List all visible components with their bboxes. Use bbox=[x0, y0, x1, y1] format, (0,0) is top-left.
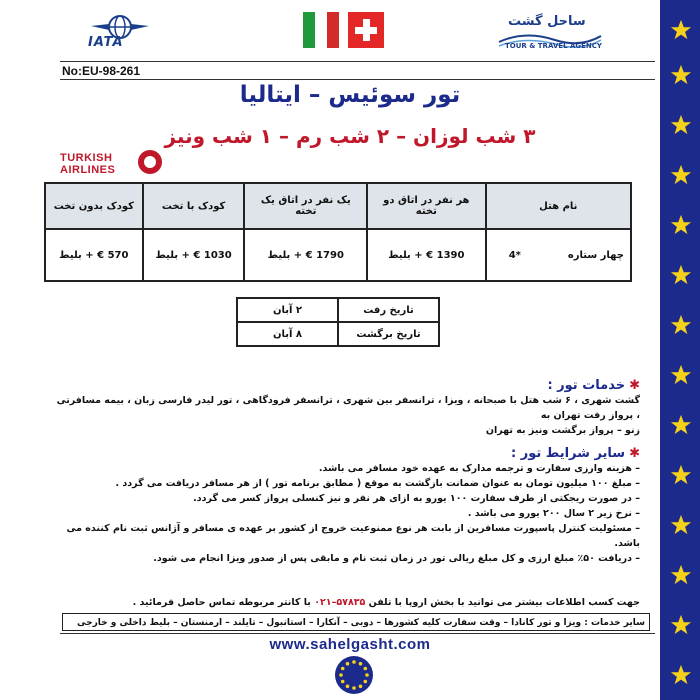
contact-text-before: جهت کسب اطلاعات بیشتر می توانید با بخش اروپا با تلفن bbox=[368, 597, 640, 608]
agency-subtitle: TOUR & TRAVEL AGENCY bbox=[505, 42, 602, 50]
contact-text-after: با کانتر مربوطه تماس حاصل فرمائید . bbox=[132, 597, 311, 608]
hotel-stars: *4 bbox=[508, 249, 521, 261]
star-icon bbox=[670, 564, 692, 586]
divider bbox=[60, 61, 655, 62]
column-header-single: یک نفر در اتاق یک تخته bbox=[244, 183, 367, 229]
divider bbox=[60, 79, 655, 80]
star-icon bbox=[670, 464, 692, 486]
airline-logo-text-1: TURKISH bbox=[60, 152, 113, 164]
table-header-row bbox=[45, 183, 631, 229]
condition-item: – دریافت ۵۰٪ مبلغ ارزی و کل مبلغ ریالی تور در زمان ثبت نام و مابقی پس از صدور ویزا انجام می شود. bbox=[153, 553, 640, 564]
star-icon bbox=[670, 214, 692, 236]
services-title: خدمات تور : bbox=[547, 378, 626, 393]
price-child-nobed: 570 € + بلیط bbox=[45, 229, 143, 281]
table-row bbox=[237, 298, 439, 322]
tour-number: No:EU-98-261 bbox=[62, 64, 141, 78]
hotel-class: چهار ستاره bbox=[567, 249, 624, 261]
asterisk-icon: ✱ bbox=[629, 378, 640, 393]
star-icon bbox=[670, 614, 692, 636]
condition-item: – هزینه وارزی سفارت و ترجمه مدارک به عهده خود مسافر می باشد. bbox=[318, 463, 640, 474]
departure-label: تاریخ رفت bbox=[338, 298, 439, 322]
condition-item: – نرخ زیر ۲ سال ۲۰۰ یورو می باشد . bbox=[467, 508, 640, 519]
italy-flag-icon bbox=[303, 12, 339, 48]
star-icon bbox=[670, 514, 692, 536]
star-icon bbox=[670, 314, 692, 336]
contact-line bbox=[133, 597, 640, 608]
column-header-child-nobed: کودک بدون تخت bbox=[45, 183, 143, 229]
turkish-airlines-icon bbox=[138, 150, 162, 174]
contact-phone[interactable]: ۵۷۸۳۵–۰۲۱ bbox=[314, 597, 366, 608]
price-table bbox=[44, 182, 632, 282]
column-header-hotel: نام هتل bbox=[486, 183, 631, 229]
column-header-double: هر نفر در اتاق دو تخته bbox=[367, 183, 485, 229]
swiss-flag-icon bbox=[348, 12, 384, 48]
table-row bbox=[237, 322, 439, 346]
column-header-child-bed: کودک با تخت bbox=[143, 183, 245, 229]
services-line-2: زنو – پرواز برگشت ونیز به تهران bbox=[485, 425, 640, 436]
page-title: تور سوئیس – ایتالیا bbox=[239, 82, 461, 108]
star-icon bbox=[670, 364, 692, 386]
asterisk-icon: ✱ bbox=[629, 446, 640, 461]
star-icon bbox=[670, 664, 692, 686]
hotel-cell bbox=[486, 229, 631, 281]
table-row bbox=[45, 229, 631, 281]
airline-logo-text-2: AIRLINES bbox=[60, 164, 116, 176]
star-icon bbox=[670, 164, 692, 186]
condition-item: – مبلغ ۱۰۰ میلیون تومان به عنوان ضمانت بازگشت به موقع ( مطابق برنامه تور ) از هر مسافر دریافت می گردد . bbox=[115, 478, 640, 489]
dates-table bbox=[236, 297, 440, 347]
divider bbox=[60, 633, 655, 634]
iata-label: IATA bbox=[88, 35, 124, 50]
other-services-box: سایر خدمات : ویزا و تور کانادا – وقت سفارت کلیه کشورها – دوبی – آنکارا – استانبول – تایلند – ارمنستان – بلیط داخلی و خارجی bbox=[62, 613, 650, 631]
agency-name: ساحل گشت bbox=[508, 14, 586, 29]
website-link[interactable]: www.sahelgasht.com bbox=[269, 636, 431, 653]
itinerary-subtitle: ۳ شب لوزان – ۲ شب رم – ۱ شب ونیز bbox=[164, 124, 536, 148]
return-value: ۸ آبان bbox=[237, 322, 338, 346]
price-child-bed: 1030 € + بلیط bbox=[143, 229, 245, 281]
price-single: 1790 € + بلیط bbox=[244, 229, 367, 281]
return-label: تاریخ برگشت bbox=[338, 322, 439, 346]
services-line-1: گشت شهری ، ۶ شب هتل با صبحانه ، ویزا ، ترانسفر بین شهری ، ترانسفر فرودگاهی ، تور لیدر فارسی زبان ، بیمه مسافرتی ، پرواز رفت تهران به bbox=[56, 395, 640, 421]
price-double: 1390 € + بلیط bbox=[367, 229, 485, 281]
condition-item: – در صورت ریجکتی از طرف سفارت ۱۰۰ یورو به ازای هر نفر و نیز کنسلی پرواز کسر می گردد. bbox=[193, 493, 640, 504]
star-icon bbox=[670, 19, 692, 41]
conditions-title: سایر شرایط تور : bbox=[511, 446, 626, 461]
eu-stars-icon bbox=[334, 655, 374, 695]
departure-value: ۲ آبان bbox=[237, 298, 338, 322]
star-icon bbox=[670, 414, 692, 436]
star-icon bbox=[670, 264, 692, 286]
condition-item: – مسئولیت کنترل پاسپورت مسافرین از بابت هر نوع ممنوعیت خروج از کشور بر عهده ی مسافر و آژانس ثبت نام کننده می باشد. bbox=[66, 523, 640, 549]
services-section bbox=[50, 378, 640, 438]
conditions-section bbox=[50, 446, 640, 566]
